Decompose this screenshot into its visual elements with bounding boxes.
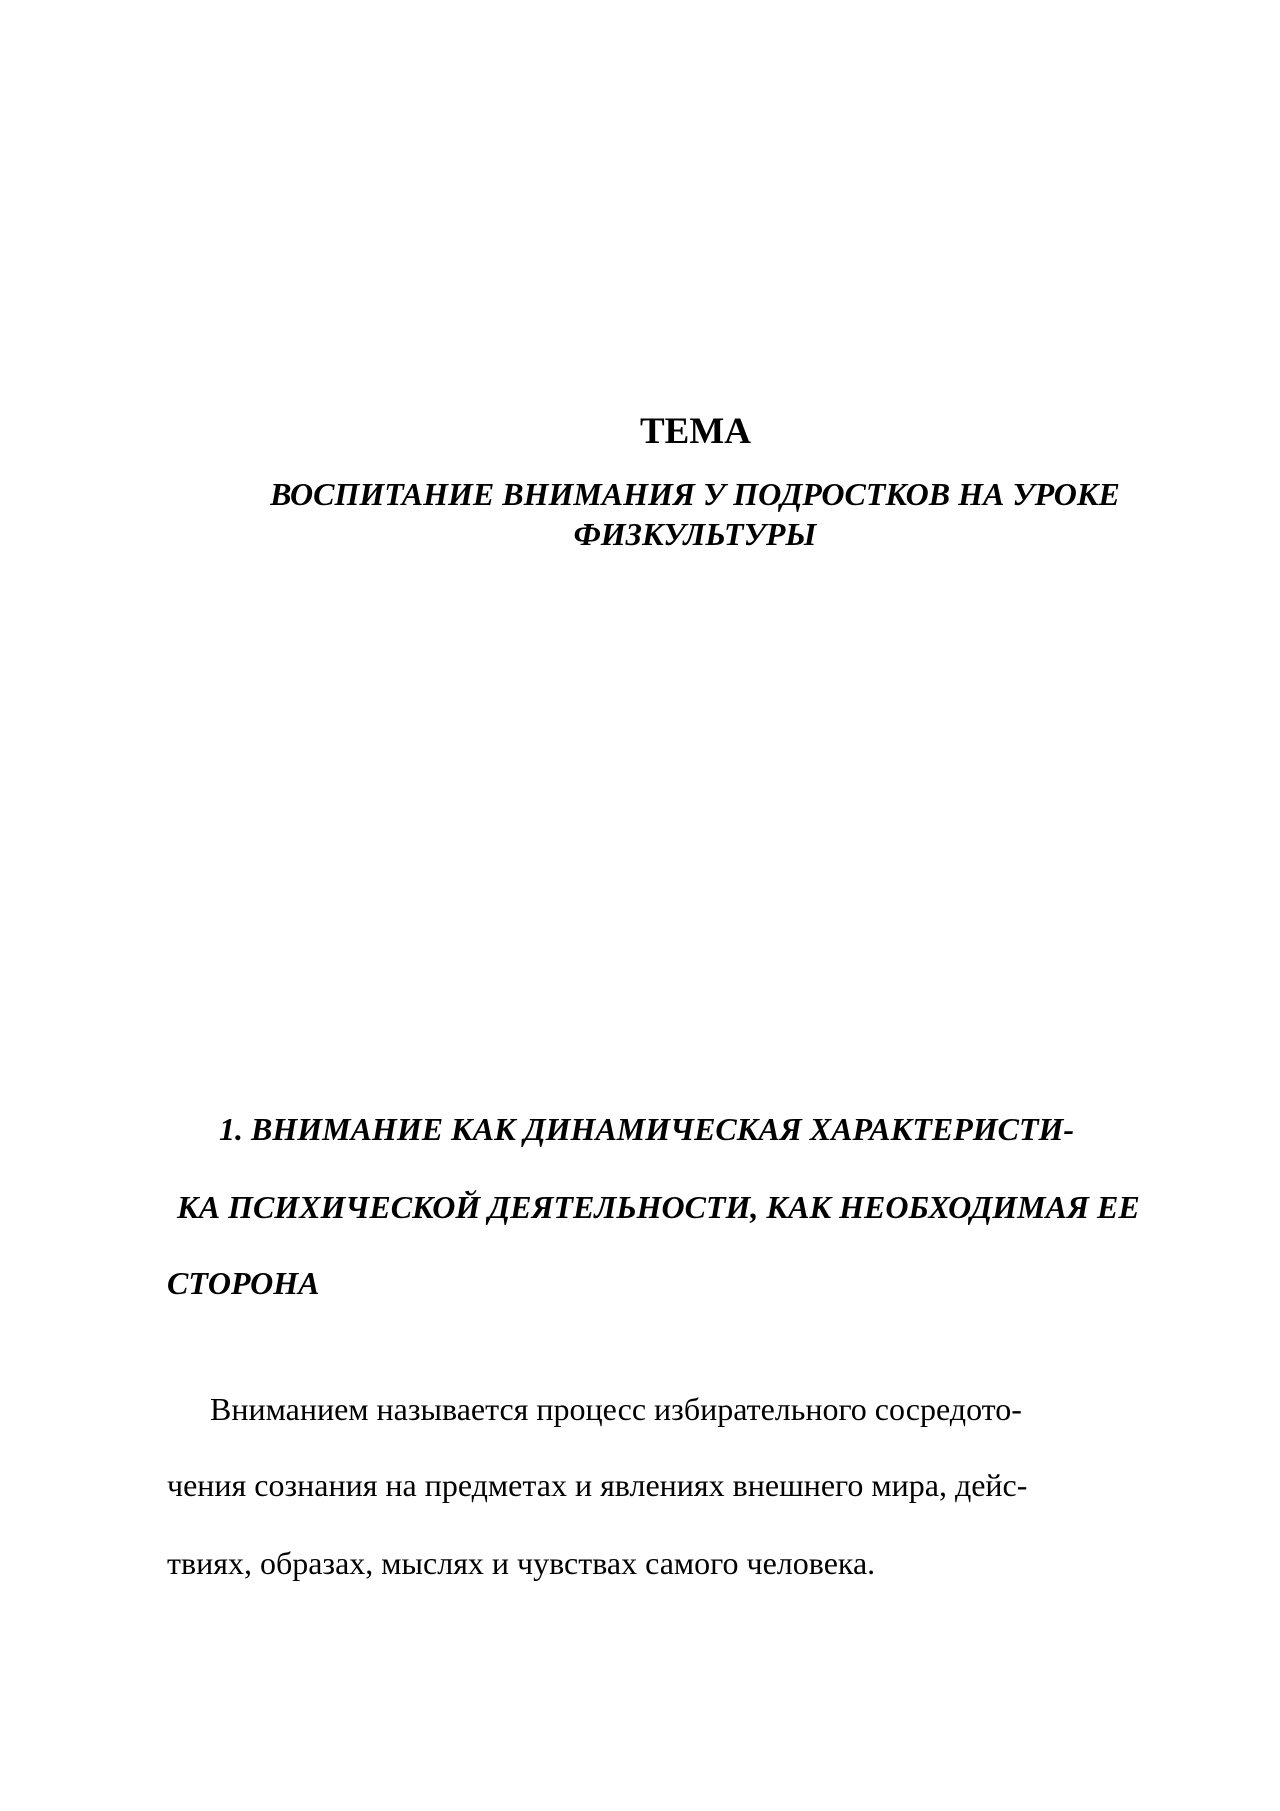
paragraph-line-3: твиях, образах, мыслях и чувствах самого человека. (167, 1545, 876, 1581)
topic-title-line-1: ВОСПИТАНИЕ ВНИМАНИЯ У ПОДРОСТКОВ НА УРОКЕ (270, 476, 1120, 512)
section-heading-line-2: КА ПСИХИЧЕСКОЙ ДЕЯТЕЛЬНОСТИ, КАК НЕОБХОДИМАЯ ЕЕ (177, 1189, 1140, 1225)
section-heading-line-3: СТОРОНА (167, 1265, 320, 1301)
topic-title-line-2: ФИЗКУЛЬТУРЫ (573, 516, 817, 552)
paragraph-line-1: Вниманием называется процесс избирательного сосредото- (210, 1391, 1022, 1427)
topic-label: ТЕМА (640, 411, 751, 452)
section-heading-line-1: 1. ВНИМАНИЕ КАК ДИНАМИЧЕСКАЯ ХАРАКТЕРИСТИ- (219, 1111, 1075, 1147)
paragraph-line-2: чения сознания на предметах и явлениях внешнего мира, дейс- (167, 1467, 1028, 1503)
